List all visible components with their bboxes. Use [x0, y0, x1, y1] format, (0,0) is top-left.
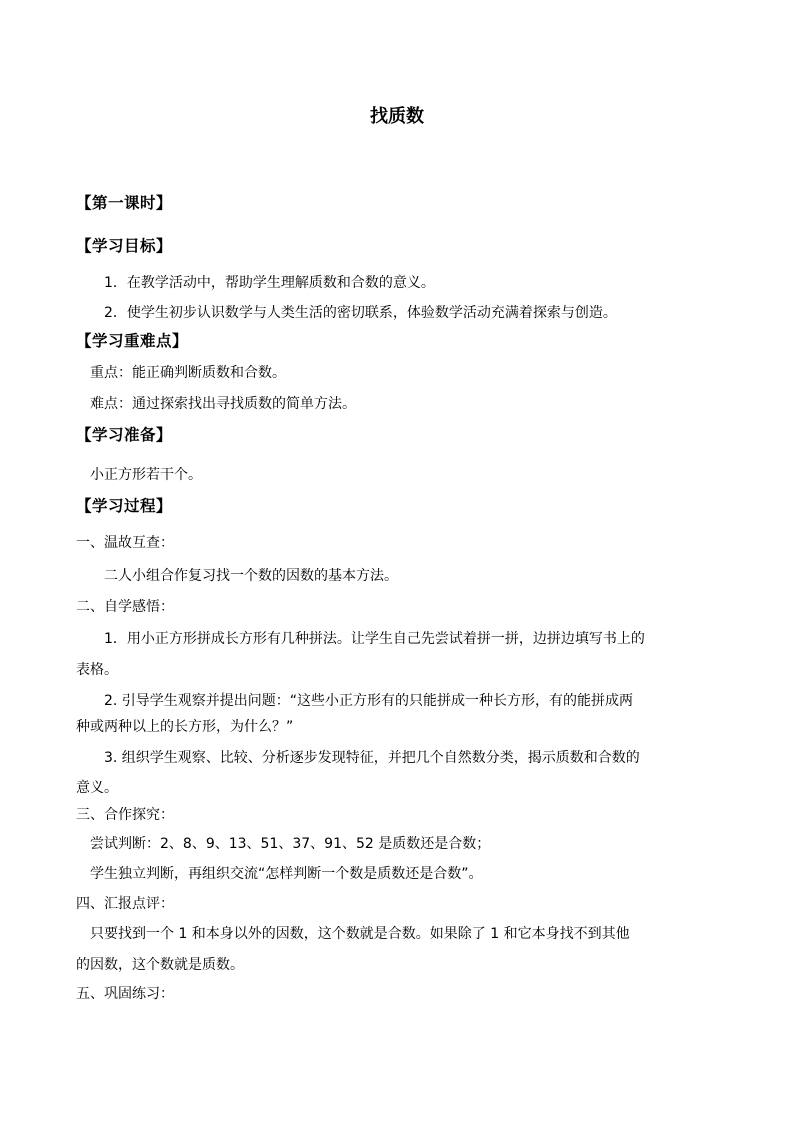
process-line: 1．用小正方形拼成长方形有几种拼法。让学生自己先尝试着拼一拼，边拼边填写书上的 — [104, 631, 645, 647]
preparation-text: 小正方形若干个。 — [90, 467, 202, 483]
process-section-heading: 二、自学感悟： — [76, 599, 174, 615]
heading-preparation: 【学习准备】 — [76, 426, 173, 444]
goal-item: 1．在教学活动中，帮助学生理解质数和合数的意义。 — [104, 275, 435, 291]
goal-item: 2．使学生初步认识数学与人类生活的密切联系，体验数学活动充满着探索与创造。 — [104, 305, 617, 321]
process-line: 二人小组合作复习找一个数的因数的基本方法。 — [104, 568, 398, 584]
heading-key-points: 【学习重难点】 — [76, 332, 189, 350]
process-line: 的因数，这个数就是质数。 — [76, 957, 244, 973]
process-line: 2. 引导学生观察并提出问题：“这些小正方形有的只能拼成一种长方形，有的能拼成两 — [104, 693, 634, 709]
key-point-item: 难点：通过探索找出寻找质数的简单方法。 — [90, 396, 356, 412]
process-section-heading: 三、合作探究： — [76, 807, 174, 823]
key-point-item: 重点：能正确判断质数和合数。 — [90, 365, 286, 381]
process-section-heading: 五、巩固练习： — [76, 986, 174, 1002]
process-line: 3. 组织学生观察、比较、分析逐步发现特征，并把几个自然数分类，揭示质数和合数的 — [104, 750, 640, 766]
heading-goals: 【学习目标】 — [76, 237, 173, 255]
process-line: 意义。 — [76, 780, 118, 796]
document-title: 找质数 — [370, 106, 424, 127]
process-line: 尝试判断：2、8、9、13、51、37、91、52 是质数还是合数； — [90, 836, 491, 852]
process-section-heading: 四、汇报点评： — [76, 896, 174, 912]
heading-lesson: 【第一课时】 — [76, 194, 173, 212]
process-line: 表格。 — [76, 662, 118, 678]
heading-process: 【学习过程】 — [76, 497, 173, 515]
process-line: 种或两种以上的长方形，为什么？” — [76, 719, 294, 735]
process-line: 只要找到一个 1 和本身以外的因数，这个数就是合数。如果除了 1 和它本身找不到其他 — [90, 926, 630, 942]
process-section-heading: 一、温故互查： — [76, 535, 174, 551]
process-line: 学生独立判断，再组织交流“怎样判断一个数是质数还是合数”。 — [90, 866, 483, 882]
